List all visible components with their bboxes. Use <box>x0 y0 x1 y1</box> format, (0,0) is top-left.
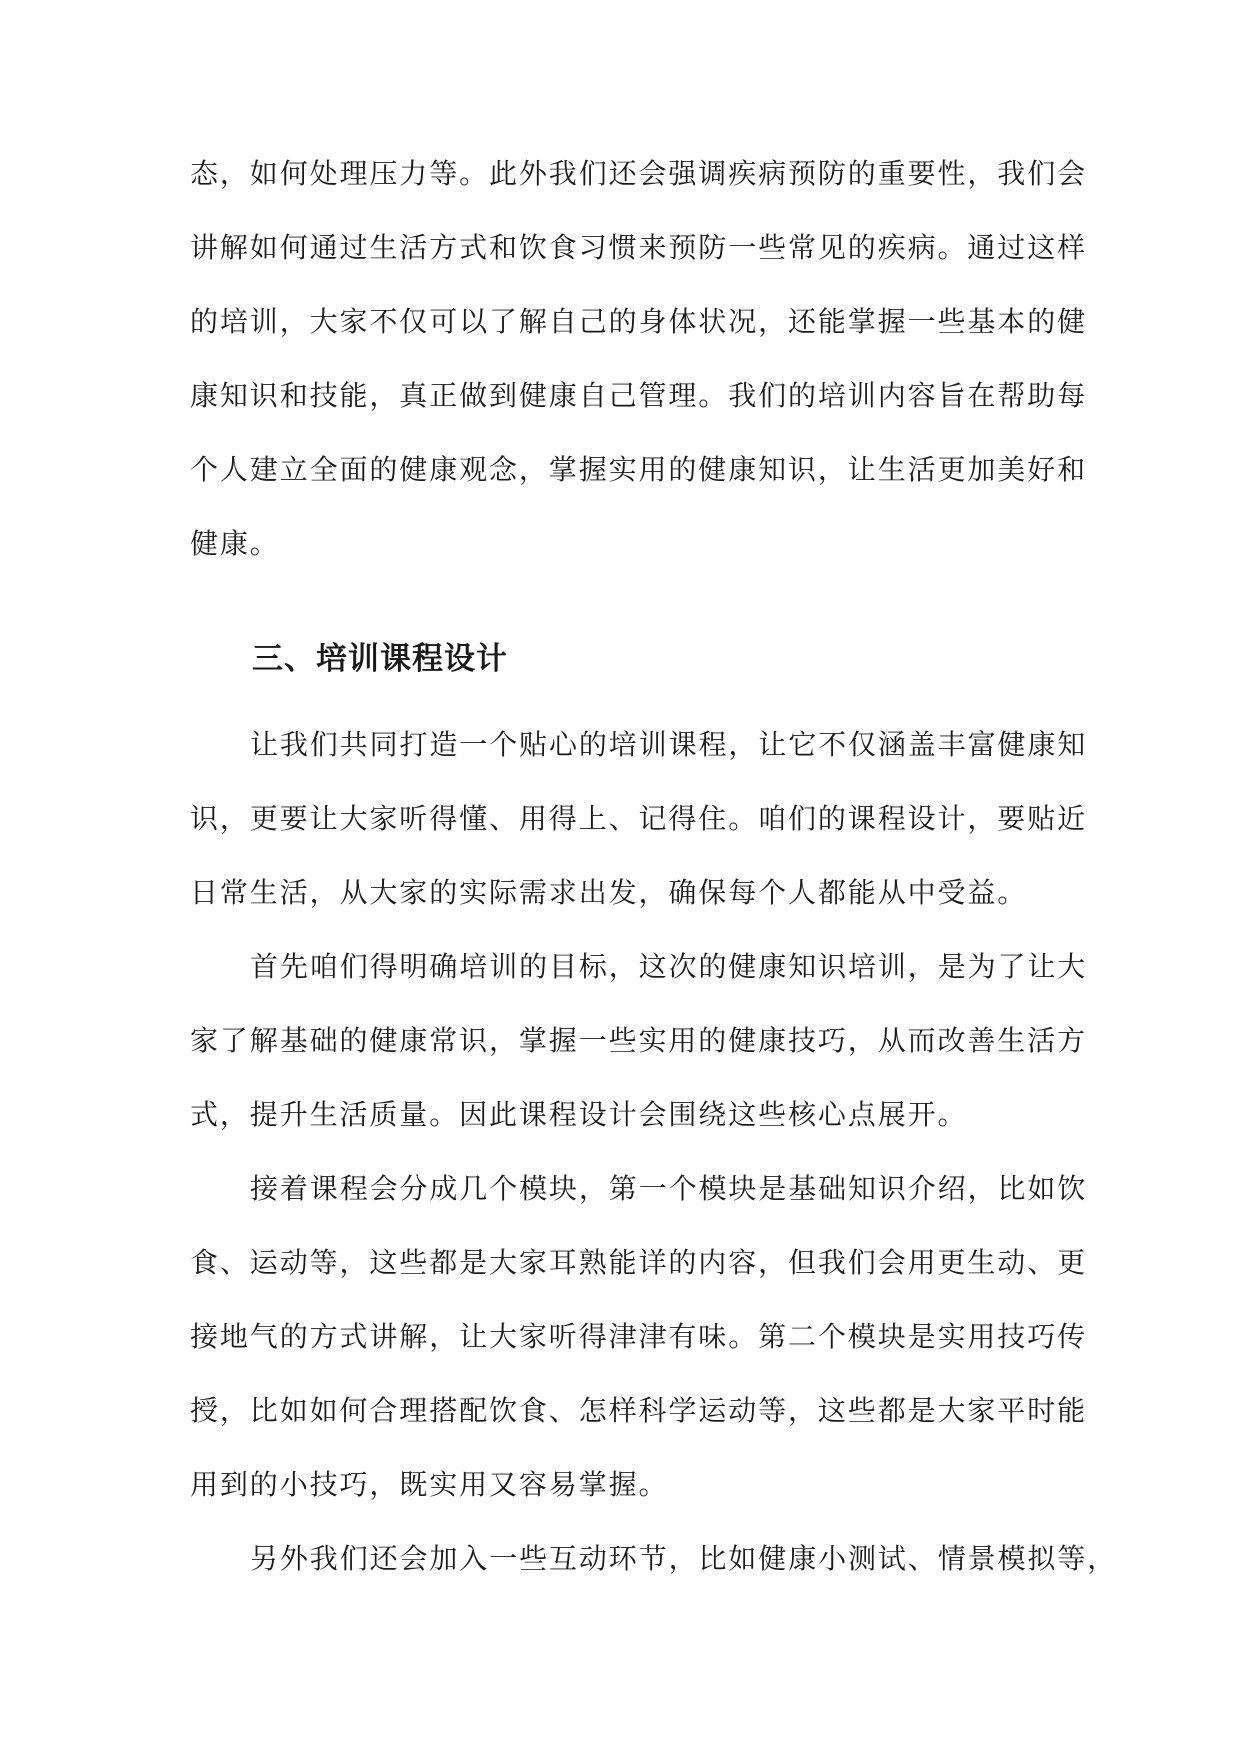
intro-line-4: 康知识和技能，真正做到健康自己管理。我们的培训内容旨在帮助每 <box>190 379 1088 412</box>
paragraph-2-line-3: 式，提升生活质量。因此课程设计会围绕这些核心点展开。 <box>190 1098 968 1131</box>
paragraph-1-line-2: 识，更要让大家听得懂、用得上、记得住。咱们的课程设计，要贴近 <box>190 802 1088 835</box>
intro-line-1: 态，如何处理压力等。此外我们还会强调疾病预防的重要性，我们会 <box>190 157 1088 190</box>
paragraph-1-line-3: 日常生活，从大家的实际需求出发，确保每个人都能从中受益。 <box>190 876 1028 909</box>
paragraph-2-line-1: 首先咱们得明确培训的目标，这次的健康知识培训，是为了让大 <box>250 950 1088 983</box>
intro-line-6: 健康。 <box>190 527 280 560</box>
intro-line-5: 个人建立全面的健康观念，掌握实用的健康知识，让生活更加美好和 <box>190 453 1088 486</box>
paragraph-3-line-5: 用到的小技巧，既实用又容易掌握。 <box>190 1468 669 1501</box>
paragraph-3-line-4: 授，比如如何合理搭配饮食、怎样科学运动等，这些都是大家平时能 <box>190 1394 1088 1427</box>
paragraph-4-line-1: 另外我们还会加入一些互动环节，比如健康小测试、情景模拟等， <box>250 1542 1118 1575</box>
intro-line-2: 讲解如何通过生活方式和饮食习惯来预防一些常见的疾病。通过这样 <box>190 231 1088 264</box>
paragraph-3-line-3: 接地气的方式讲解，让大家听得津津有味。第二个模块是实用技巧传 <box>190 1320 1088 1353</box>
paragraph-3-line-2: 食、运动等，这些都是大家耳熟能详的内容，但我们会用更生动、更 <box>190 1246 1088 1279</box>
paragraph-2-line-2: 家了解基础的健康常识，掌握一些实用的健康技巧，从而改善生活方 <box>190 1024 1088 1057</box>
paragraph-1-line-1: 让我们共同打造一个贴心的培训课程，让它不仅涵盖丰富健康知 <box>250 728 1088 761</box>
intro-line-3: 的培训，大家不仅可以了解自己的身体状况，还能掌握一些基本的健 <box>190 305 1088 338</box>
section-heading: 三、培训课程设计 <box>252 641 508 677</box>
paragraph-3-line-1: 接着课程会分成几个模块，第一个模块是基础知识介绍，比如饮 <box>250 1172 1088 1205</box>
